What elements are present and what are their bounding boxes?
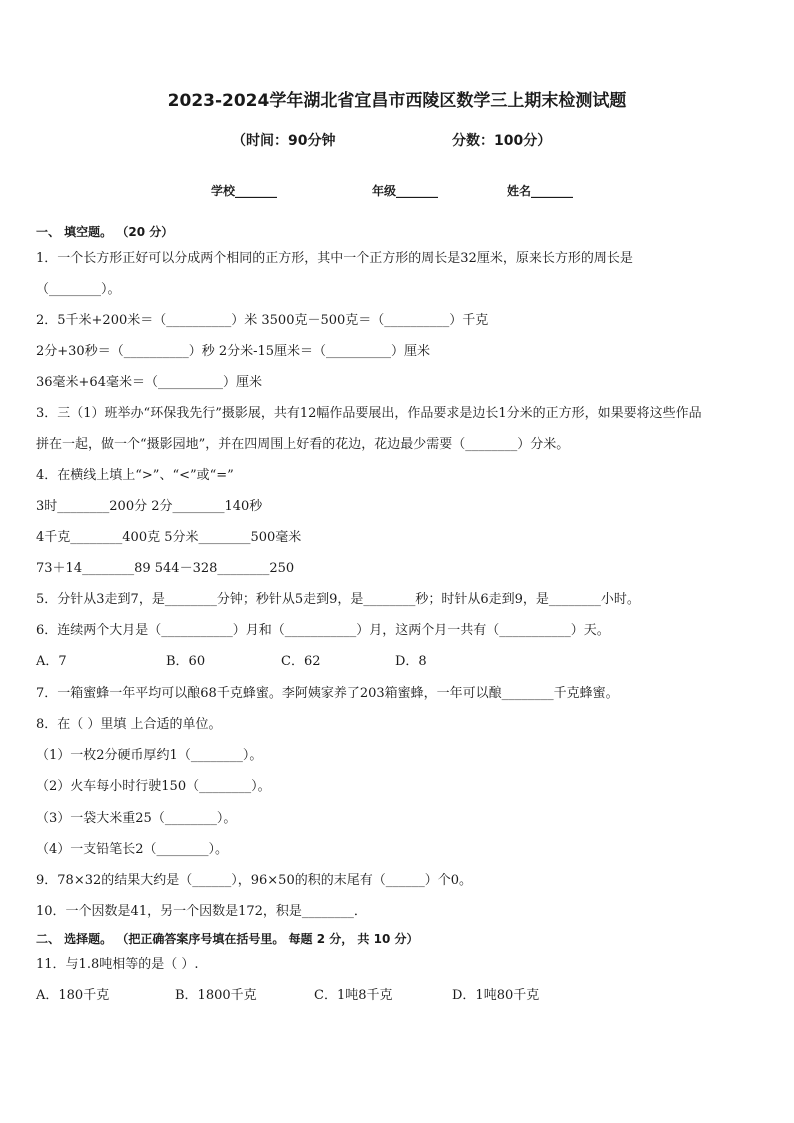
question-2-line-2: 2分+30秒＝（__________）秒 2分米-15厘米＝（__________）厘米 — [36, 344, 431, 359]
question-6-option-d: D．8 — [395, 654, 427, 669]
question-11-option-c: C．1吨8千克 — [314, 988, 393, 1003]
question-2-line-1: 2．5千米+200米＝（__________）米 3500克－500克＝（__________）千克 — [36, 313, 489, 328]
grade-field: 年级_______ — [372, 184, 439, 198]
question-9-line-1: 9．78×32的结果大约是（______），96×50的积的末尾有（______）个0。 — [36, 873, 472, 888]
question-8-line-2: （1）一枚2分硬币厚约1（________）。 — [36, 748, 263, 763]
school-field: 学校_______ — [211, 184, 278, 198]
section-heading-choice: 二、 选择题。 （把正确答案序号填在括号里。 每题 2 分， 共 10 分） — [36, 932, 419, 946]
question-11-line-1: 11．与1.8吨相等的是（ ）. — [36, 957, 199, 972]
section-heading-fill-blank: 一、 填空题。 （20 分） — [36, 225, 174, 239]
question-2-line-3: 36毫米+64毫米＝（__________）厘米 — [36, 375, 262, 390]
question-5-line-1: 5．分针从3走到7，是________分钟；秒针从5走到9，是________秒；时针从6走到9，是________小时。 — [36, 592, 640, 607]
question-1-line-2: （________）。 — [36, 282, 121, 297]
question-6-option-c: C．62 — [281, 654, 321, 669]
question-10-line-1: 10．一个因数是41，另一个因数是172，积是________． — [36, 904, 367, 919]
question-6-option-b: B．60 — [166, 654, 206, 669]
question-1-line-1: 1．一个长方形正好可以分成两个相同的正方形，其中一个正方形的周长是32厘米，原来长方形的周长是 — [36, 251, 633, 266]
question-11-option-a: A．180千克 — [36, 988, 110, 1003]
question-7-line-1: 7．一箱蜜蜂一年平均可以酿68千克蜂蜜。李阿姨家养了203箱蜜蜂，一年可以酿________千克蜂蜜。 — [36, 686, 619, 701]
exam-title: 2023-2024学年湖北省宜昌市西陵区数学三上期末检测试题 — [167, 91, 627, 111]
question-8-line-4: （3）一袋大米重25（________）。 — [36, 811, 237, 826]
exam-time: （时间：90分钟 — [232, 133, 336, 149]
exam-score: 分数：100分） — [452, 133, 552, 149]
question-4-line-4: 73＋14________89 544－328________250 — [36, 561, 295, 576]
name-field: 姓名_______ — [507, 184, 574, 198]
question-3-line-2: 拼在一起，做一个“摄影园地”，并在四周围上好看的花边，花边最少需要（________）分米。 — [36, 437, 570, 452]
question-8-line-5: （4）一支铅笔长2（________）。 — [36, 842, 229, 857]
question-11-option-d: D．1吨80千克 — [452, 988, 540, 1003]
question-4-line-1: 4．在横线上填上“>”、“<”或“=” — [36, 468, 234, 483]
question-8-line-3: （2）火车每小时行驶150（________）。 — [36, 779, 271, 794]
question-6-line-1: 6．连续两个大月是（___________）月和（___________）月，这两个月一共有（___________）天。 — [36, 623, 610, 638]
question-8-line-1: 8．在（ ）里填 上合适的单位。 — [36, 717, 222, 732]
question-3-line-1: 3．三（1）班举办“环保我先行”摄影展，共有12幅作品要展出，作品要求是边长1分米的正方形，如果要将这些作品 — [36, 406, 702, 421]
question-4-line-2: 3时________200分 2分________140秒 — [36, 499, 263, 514]
question-4-line-3: 4千克________400克 5分米________500毫米 — [36, 530, 302, 545]
question-6-option-a: A．7 — [36, 654, 67, 669]
question-11-option-b: B．1800千克 — [175, 988, 257, 1003]
